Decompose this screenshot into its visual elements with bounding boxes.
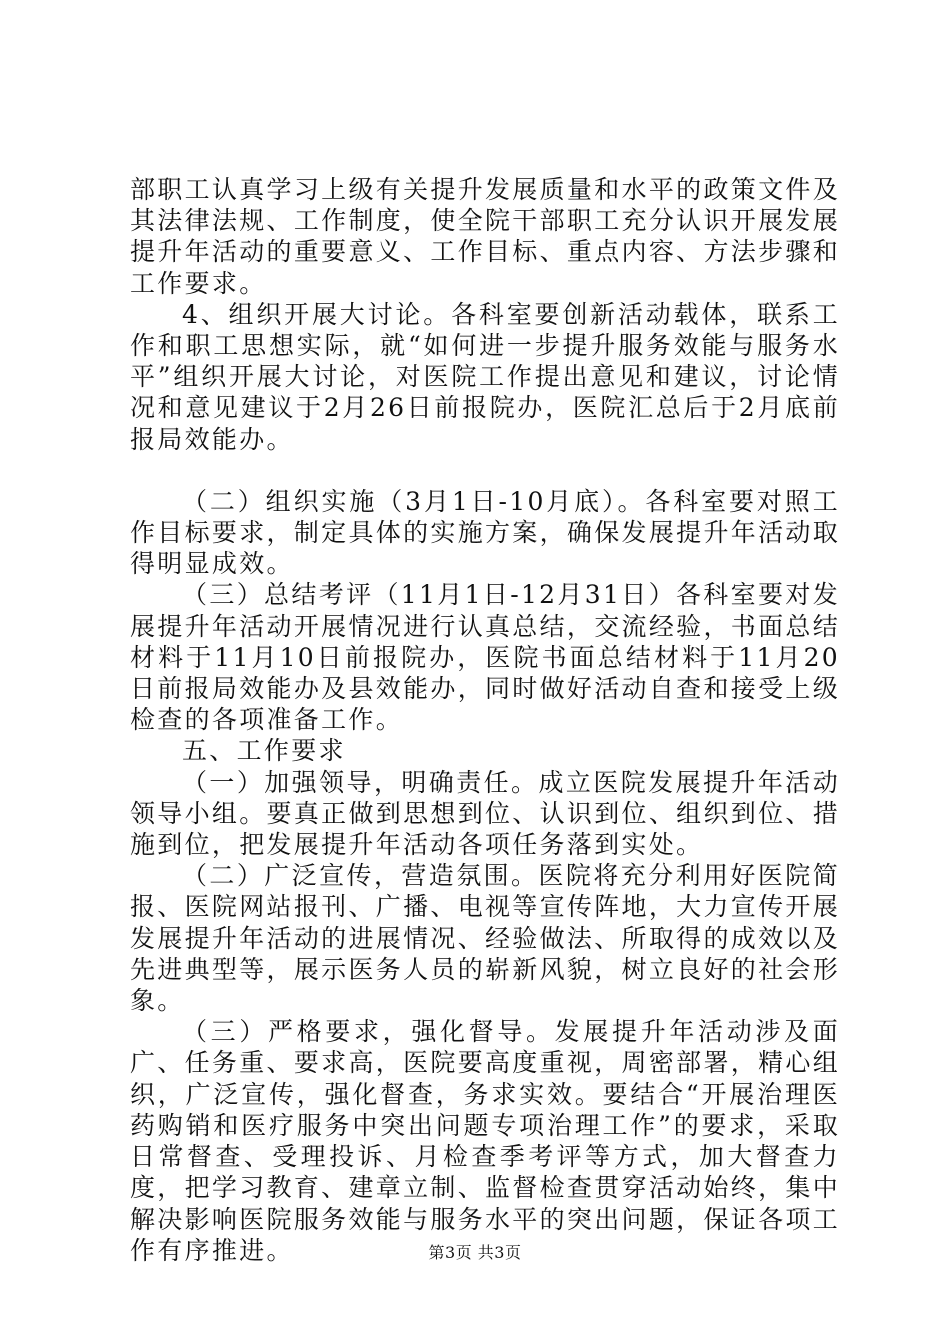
- paragraph-item-4: 4、组织开展大讨论。各科室要创新活动载体，联系工作和职工思想实际，就“如何进一步提升服务效能与服务水平”组织开展大讨论，对医院工作提出意见和建议，讨论情况和意见建议于2月26日前报院办，医院汇总后于2月底前报局效能办。: [130, 299, 840, 454]
- paragraph-implementation: （二）组织实施（3月1日-10月底）。各科室要对照工作目标要求，制定具体的实施方案，确保发展提升年活动取得明显成效。: [130, 486, 840, 579]
- document-body: [130, 174, 840, 1266]
- page-footer: 第3页 共3页: [428, 1243, 522, 1262]
- paragraph-publicity: （二）广泛宣传，营造氛围。医院将充分利用好医院简报、医院网站报刊、广播、电视等宣传阵地，大力宣传开展发展提升年活动的进展情况、经验做法、所取得的成效以及先进典型等，展示医务人员的崭新风貌，树立良好的社会形象。: [130, 861, 840, 1016]
- paragraph-leadership: （一）加强领导，明确责任。成立医院发展提升年活动领导小组。要真正做到思想到位、认识到位、组织到位、措施到位，把发展提升年活动各项任务落到实处。: [130, 767, 840, 860]
- paragraph-supervision: （三）严格要求，强化督导。发展提升年活动涉及面广、任务重、要求高，医院要高度重视，周密部署，精心组织，广泛宣传，强化督查，务求实效。要结合“开展治理医药购销和医疗服务中突出问题专项治理工作”的要求，采取日常督查、受理投诉、月检查季考评等方式，加大督查力度，把学习教育、建章立制、监督检查贯穿活动始终，集中解决影响医院服务效能与服务水平的突出问题，保证各项工作有序推进。: [130, 1017, 840, 1265]
- paragraph-continuation: 部职工认真学习上级有关提升发展质量和水平的政策文件及其法律法规、工作制度，使全院干部职工充分认识开展发展提升年活动的重要意义、工作目标、重点内容、方法步骤和工作要求。: [130, 175, 840, 298]
- paragraph-evaluation: （三）总结考评（11月1日-12月31日）各科室要对发展提升年活动开展情况进行认真总结，交流经验，书面总结材料于11月10日前报院办，医院书面总结材料于11月20日前报局效能办及县效能办，同时做好活动自查和接受上级检查的各项准备工作。: [130, 580, 840, 735]
- section-heading-requirements: 五、工作要求: [182, 736, 346, 766]
